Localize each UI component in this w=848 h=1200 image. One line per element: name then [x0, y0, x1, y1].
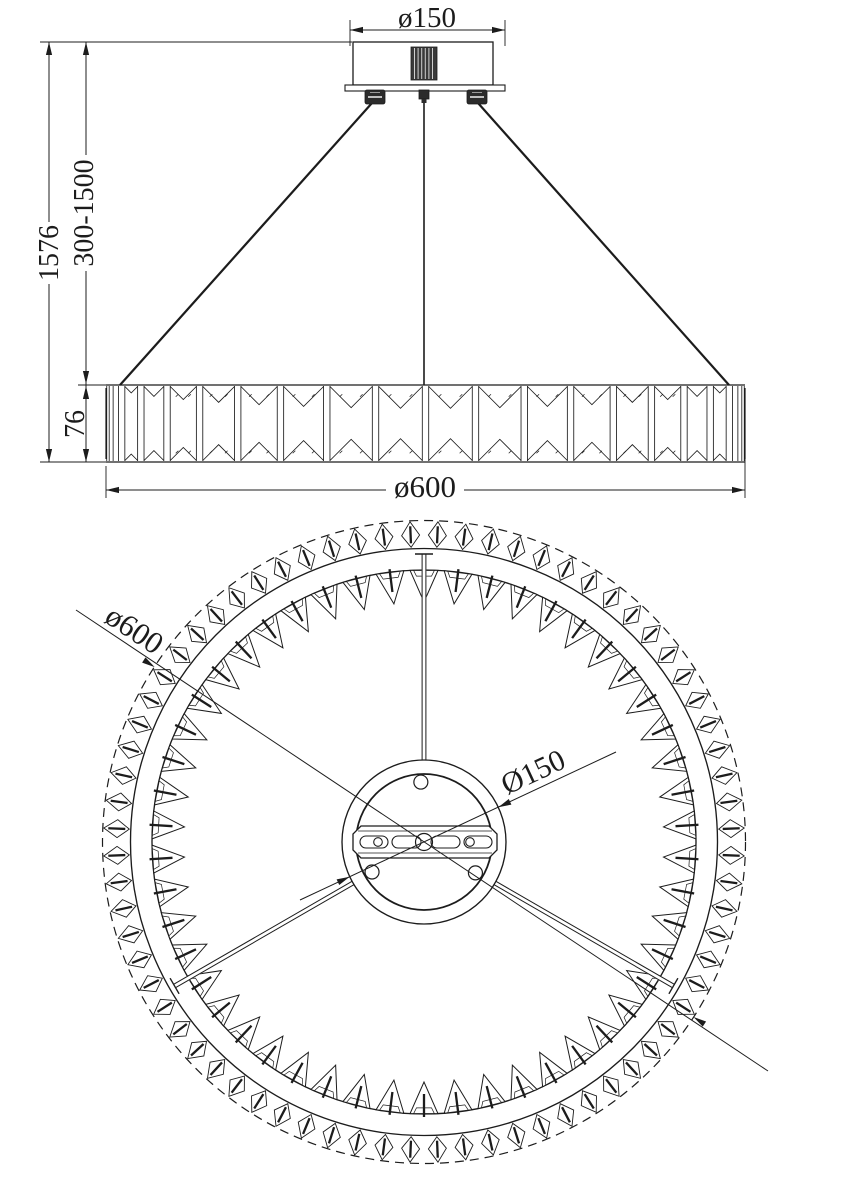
dim-label-ring-height: 76	[60, 410, 91, 438]
suspension-cables	[120, 103, 729, 385]
dim-label-ring-diameter-side: ø600	[394, 469, 456, 504]
dim-label-canopy-diameter: ø150	[398, 2, 456, 34]
dim-label-overall-height: 1576	[34, 225, 65, 281]
dim-label-ring-diameter-plan: ø600	[99, 597, 171, 662]
crystal-ring-side	[106, 385, 745, 462]
bottom-plan-view	[76, 521, 768, 1164]
side-elevation-view	[34, 2, 745, 504]
ceiling-canopy	[345, 42, 505, 104]
dim-label-suspension-range: 300-1500	[69, 159, 100, 267]
dim-label-canopy-diameter-plan: Ø150	[496, 743, 571, 802]
